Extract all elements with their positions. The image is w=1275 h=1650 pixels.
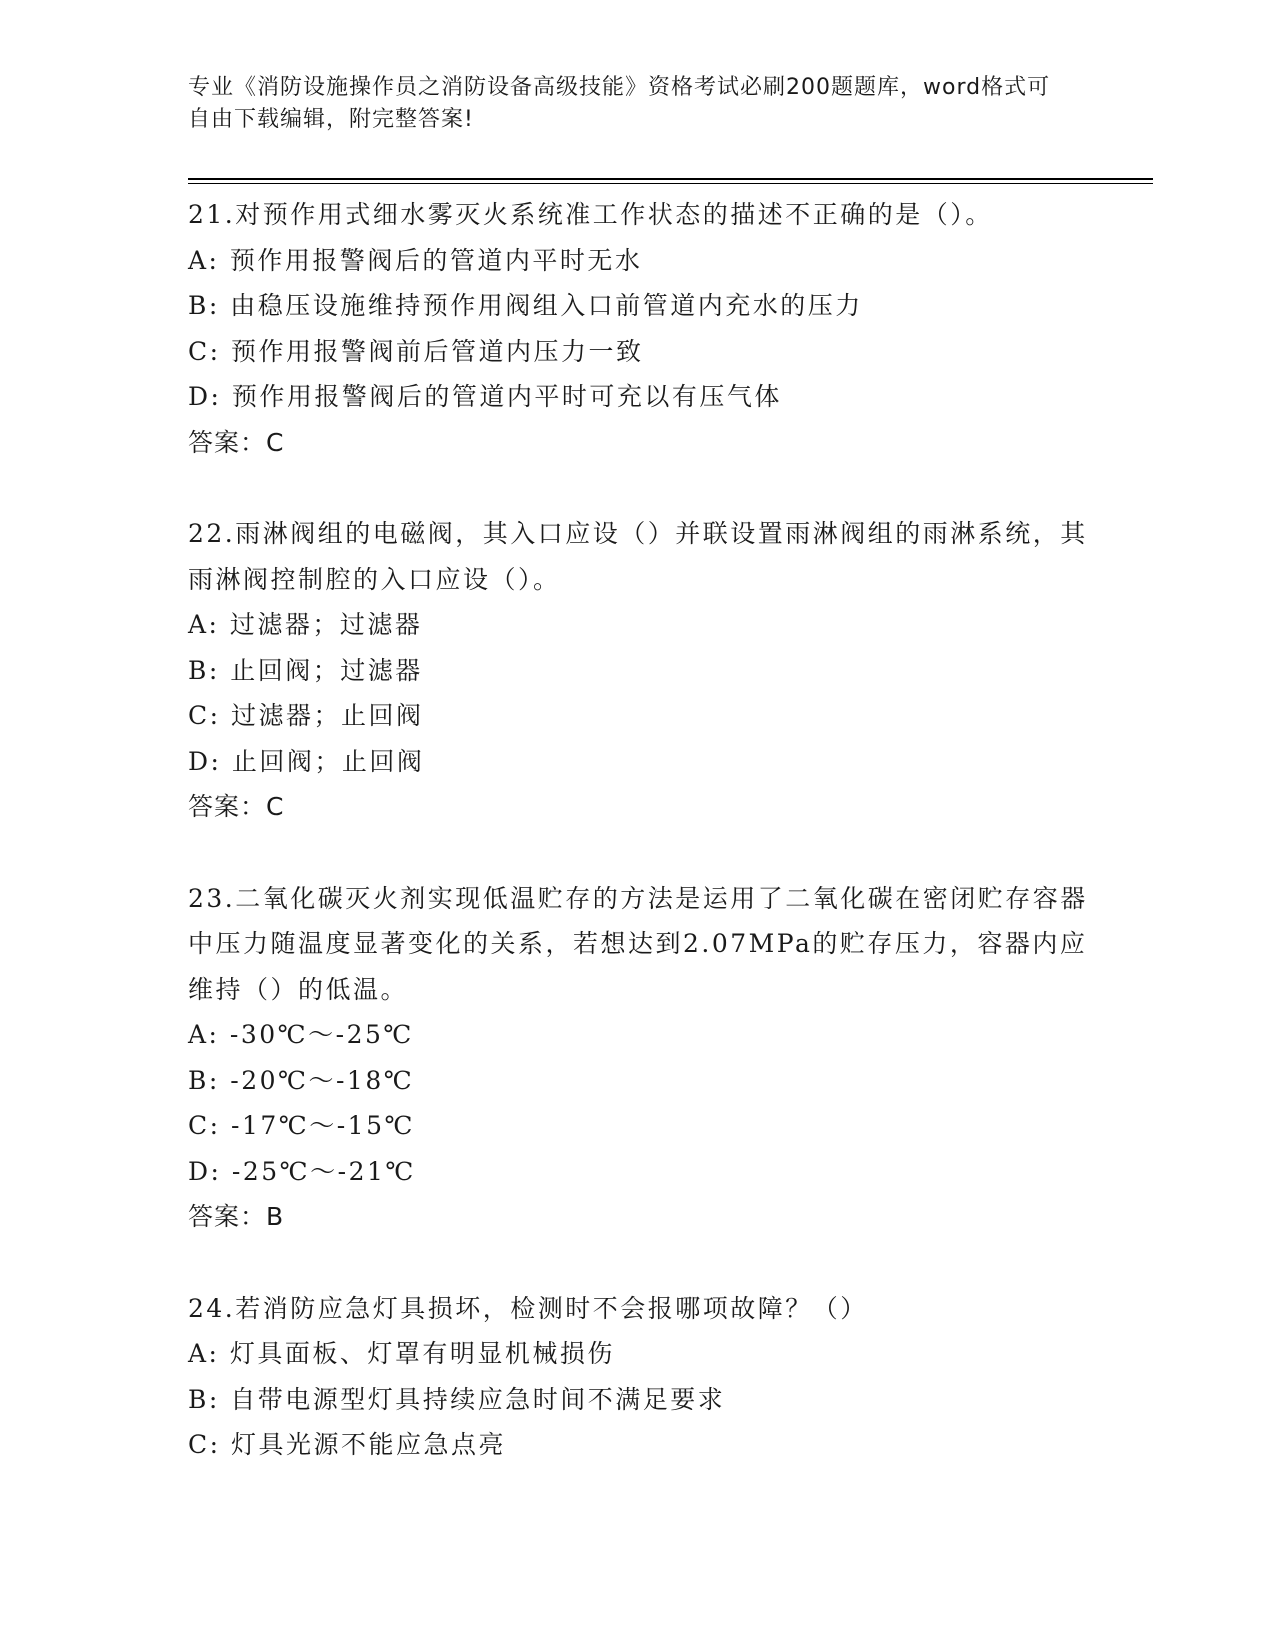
question-list — [188, 192, 1088, 1514]
question-24 — [188, 1286, 1088, 1468]
option-a: A: 灯具面板、灯罩有明显机械损伤 — [188, 1339, 615, 1368]
option-d: D: 止回阀；止回阀 — [188, 746, 425, 776]
option-a: A: -30℃～-25℃ — [188, 1020, 414, 1049]
document-header: 专业《消防设施操作员之消防设备高级技能》资格考试必刷200题题库，word格式可自由下载编辑，附完整答案! — [188, 75, 1051, 132]
option-b: B: 自带电源型灯具持续应急时间不满足要求 — [188, 1384, 726, 1414]
option-b: B: 由稳压设施维持预作用阀组入口前管道内充水的压力 — [188, 291, 863, 320]
answer: 答案：C — [188, 427, 285, 457]
question-stem: 23.二氧化碳灭火剂实现低温贮存的方法是运用了二氧化碳在密闭贮存容器中压力随温度显著变化的关系，若想达到2.07MPa的贮存压力，容器内应维持（）的低温。 — [188, 883, 1088, 1004]
option-d: D: -25℃～-21℃ — [188, 1156, 416, 1186]
question-22 — [188, 511, 1088, 830]
question-21 — [188, 192, 1088, 465]
answer: 答案：C — [188, 792, 285, 821]
header-divider-thin — [188, 183, 1153, 184]
option-b: B: -20℃～-18℃ — [188, 1065, 415, 1095]
header-divider-thick — [188, 178, 1153, 180]
option-b: B: 止回阀；过滤器 — [188, 655, 423, 685]
question-stem: 24.若消防应急灯具损坏，检测时不会报哪项故障？（） — [188, 1293, 868, 1323]
option-a: A: 预作用报警阀后的管道内平时无水 — [188, 245, 643, 275]
question-stem: 22.雨淋阀组的电磁阀，其入口应设（）并联设置雨淋阀组的雨淋系统，其雨淋阀控制腔的入口应设（）。 — [188, 519, 1088, 594]
option-a: A: 过滤器；过滤器 — [188, 610, 423, 639]
answer: 答案：B — [188, 1202, 285, 1231]
question-23 — [188, 876, 1088, 1240]
option-c: C: 过滤器；止回阀 — [188, 701, 424, 730]
question-stem: 21.对预作用式细水雾灭火系统准工作状态的描述不正确的是（）。 — [188, 200, 993, 229]
option-c: C: -17℃～-15℃ — [188, 1111, 415, 1140]
option-c: C: 预作用报警阀前后管道内压力一致 — [188, 336, 644, 366]
option-c: C: 灯具光源不能应急点亮 — [188, 1430, 506, 1459]
option-d: D: 预作用报警阀后的管道内平时可充以有压气体 — [188, 382, 782, 411]
